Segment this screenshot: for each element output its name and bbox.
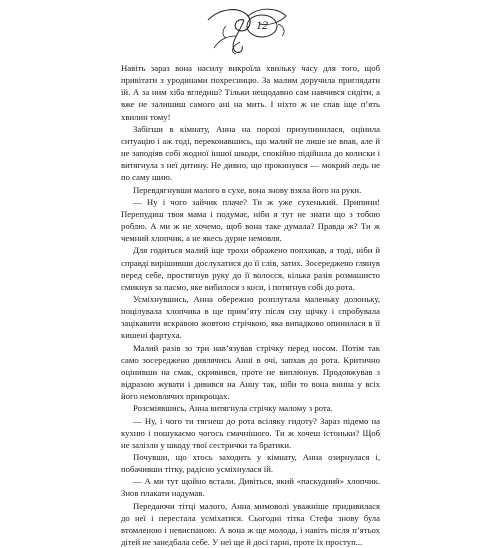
- paragraph: Навіть зараз вона насилу викроїла хвильку часу для того, щоб привітати з уродинами похресницю. За малим доручила приглядати їй. А за ним хіба вгледиш? Тільки нещодавно сам навчився сидіти, а вже не залишиш самого ані на мить. І ніхто ж не спав іще п’ять хвилин тому!: [121, 63, 380, 122]
- page-number: 12: [256, 18, 268, 32]
- page-header: [0, 0, 500, 58]
- dialogue-paragraph: — Ну і чого зайчик плаче? Ти ж уже сухенький. Припини! Перепудиш твоя мама і подумає, ніби я тут не знати що з тобою роблю. А ми ж не хочемо, щоб вона таке думала? Правда ж? Ти ж чемний хлопчик, а не якесь дурне немовля.: [121, 196, 380, 244]
- paragraph: Для годиться малий іще трохи ображено попхикав, а тоді, ніби й справді вирішивши дослухатися до її слів, затих. Зосереджено глянув перед себе, простягнув руку до її волосся, кілька разів розмашисто смикнув за пасмо, яке вибилося з коси, і потягнув собі до рота.: [121, 245, 380, 292]
- dialogue-paragraph: — Ну, і чого ти тягнеш до рота всіляку гидоту? Зараз підемо на кухню і пошукаємо чогось смачнішого. Ти ж хочеш їстоньки? Щоб не залізли у шкоду твої сестрички та братики.: [121, 415, 380, 450]
- paragraph: Почувши, що хтось заходить у кімнату, Анна озирнулася і, побачивши тітку, радісно усміхнулася їй.: [121, 452, 380, 475]
- book-text: [121, 62, 380, 548]
- paragraph: Малий разів зо три нав’язував стрічку перед носом. Потім так само зосереджено дивлячись Анні в очі, запхав до рота. Критично оцінивши на смак, скривився, проте не виплюнув. Продовжував з відразою жувати і дивився на Анну так, ніби то вона винна у всіх його немовлячих прикрощах.: [121, 342, 380, 402]
- paragraph: Передаючи тітці малого, Анна мимоволі уважніше придивилася до неї і перестала усміхатися. Сьогодні тітка Стефа знову була втомленою і невиспаною. А вона ж ще молода, і навіть після п’ятьох дітей не занедбала себе. У неї ще й досі гарні, проте їх проступ...: [121, 500, 380, 548]
- paragraph: Усміхнувшись, Анна обережно розплутала маленьку долоньку, поцілувала хлопчика в ще прим’яту після сну щічку і спробувала зацікавити яскравою жовтою стрічкою, яка випадково опинилася в її кишені фартуха.: [121, 293, 380, 341]
- calligraphic-flourish-icon: [200, 2, 290, 56]
- paragraph: Розсміявшись, Анна витягнула стрічку малому з рота.: [133, 403, 333, 414]
- paragraph: Перевдягнувши малого в сухе, вона знову взяла його на руки.: [133, 184, 362, 195]
- dialogue-paragraph: — А ми тут щойно встали. Дивіться, який «паскудний» хлопчик. Знов плакати надумав.: [121, 476, 380, 499]
- paragraph: Забігши в кімнату, Анна на порозі призупинилася, оцінила ситуацію і аж тоді, переконавшись, що малий не лише не впав, але й не заподіяв собі жодної іншої шкоди, спокійно підійшла до колиски і витягнула з неї дитину. Не дивно, що прокинувся — мокрий ледь не по саму шию.: [121, 123, 380, 183]
